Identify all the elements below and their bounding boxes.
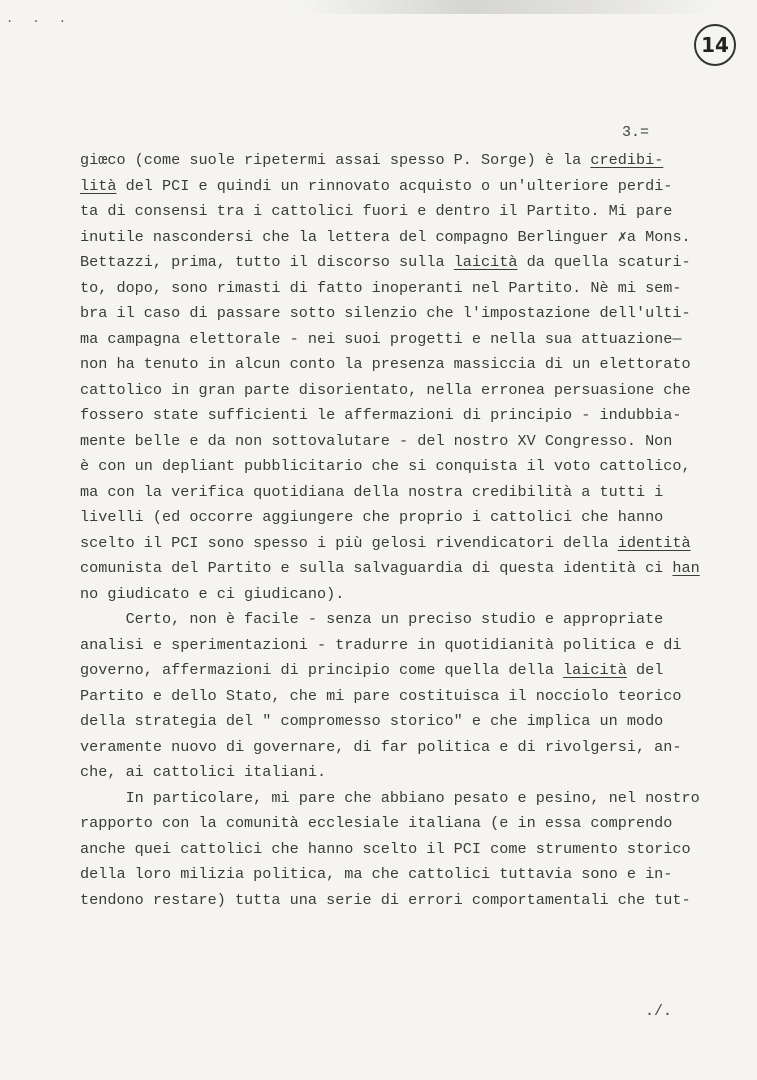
text-line <box>80 890 691 910</box>
text-run: comunista del Partito e sulla salvaguardia di questa identità ci <box>80 559 673 577</box>
text-run: Bettazzi, prima, tutto il discorso sulla <box>80 253 454 271</box>
text-line <box>80 788 700 808</box>
text-run: fossero state sufficienti le affermazioni di principio - indubbia- <box>80 406 682 424</box>
text-line <box>80 609 663 629</box>
top-marks: . . . <box>6 12 73 26</box>
text-run: tendono restare) tutta una serie di errori comportamentali che tut- <box>80 890 691 909</box>
text-line <box>80 252 691 272</box>
text-line <box>80 431 672 451</box>
text-run: della loro milizia politica, ma che cattolici tuttavia sono e in- <box>80 865 673 883</box>
text-run: cattolico in gran parte disorientato, nella erronea persuasione che <box>80 380 691 399</box>
text-line <box>80 864 672 884</box>
text-line <box>80 507 663 527</box>
text-run: In particolare, mi pare che abbiano pesato e pesino, nel nostro <box>80 788 700 807</box>
text-line <box>80 737 682 757</box>
underlined-text: lità <box>80 176 117 195</box>
text-run: è con un depliant pubblicitario che si conquista il voto cattolico, <box>80 457 691 475</box>
text-line <box>80 405 682 425</box>
text-run: veramente nuovo di governare, di far politica e di rivolgersi, an- <box>80 737 682 756</box>
text-run: analisi e sperimentazioni - tradurre in quotidianità politica e di <box>80 635 682 654</box>
underlined-text: identità <box>617 533 691 552</box>
text-line <box>80 558 700 578</box>
text-run: livelli (ed occorre aggiungere che proprio i cattolici che hanno <box>80 508 664 526</box>
text-line <box>80 584 344 604</box>
text-line <box>80 150 663 170</box>
text-line <box>80 329 682 349</box>
text-run: ma campagna elettorale - nei suoi progetti e nella sua attuazione— <box>80 329 682 348</box>
text-run: Partito e dello Stato, che mi pare costituisca il nocciolo teorico <box>80 686 682 705</box>
text-run: bra il caso di passare sotto silenzio che l'impostazione dell'ulti- <box>80 304 691 322</box>
text-line <box>80 686 682 706</box>
text-line <box>80 635 682 655</box>
text-line <box>80 201 672 221</box>
continuation-mark: ./. <box>645 1003 673 1020</box>
text-run: giœco (come suole ripetermi assai spesso P. Sorge) è la <box>80 151 591 169</box>
underlined-text: credibi- <box>590 151 664 169</box>
text-run: del PCI e quindi un rinnovato acquisto o un'ulteriore perdi- <box>116 176 673 195</box>
text-line <box>80 839 691 859</box>
text-line <box>80 176 672 196</box>
text-run: governo, affermazioni di principio come quella della <box>80 661 564 679</box>
text-line <box>80 227 691 247</box>
text-line <box>80 278 682 298</box>
text-run: anche quei cattolici che hanno scelto il PCI come strumento storico <box>80 839 691 858</box>
text-run: to, dopo, sono rimasti di fatto inoperanti nel Partito. Nè mi sem- <box>80 278 682 297</box>
text-line <box>80 813 672 833</box>
text-line <box>80 354 691 374</box>
text-run: che, ai cattolici italiani. <box>80 763 327 781</box>
text-line <box>80 533 691 553</box>
text-line <box>80 482 663 502</box>
underlined-text: laicità <box>453 253 518 271</box>
text-run: no giudicato e ci giudicano). <box>80 584 345 603</box>
underlined-text: han <box>672 559 700 577</box>
text-run: rapporto con la comunità ecclesiale italiana (e in essa comprendo <box>80 814 673 832</box>
text-run: ma con la verifica quotidiana della nostra credibilità a tutti i <box>80 482 664 501</box>
text-run: non ha tenuto in alcun conto la presenza massiccia di un elettorato <box>80 355 691 373</box>
text-run: ta di consensi tra i cattolici fuori e dentro il Partito. Mi pare <box>80 202 673 220</box>
text-line <box>80 660 663 680</box>
underlined-text: laicità <box>563 661 627 679</box>
page-number: 3.= <box>622 124 650 141</box>
text-line <box>80 303 691 323</box>
text-run: mente belle e da non sottovalutare - del nostro XV Congresso. Non <box>80 431 673 450</box>
text-line <box>80 380 691 400</box>
text-line <box>80 711 663 731</box>
text-run: inutile nascondersi che la lettera del compagno Berlinguer ✗a Mons. <box>80 227 691 246</box>
text-run: Certo, non è facile - senza un preciso studio e appropriate <box>80 610 664 628</box>
folio-number: 14 <box>701 33 729 57</box>
text-run: da quella scaturi- <box>517 253 691 271</box>
text-run: della strategia del " compromesso storico" e che implica un modo <box>80 712 664 730</box>
text-line <box>80 762 326 782</box>
text-run: del <box>626 661 664 679</box>
text-line <box>80 456 691 476</box>
text-run: scelto il PCI sono spesso i più gelosi rivendicatori della <box>80 533 618 552</box>
